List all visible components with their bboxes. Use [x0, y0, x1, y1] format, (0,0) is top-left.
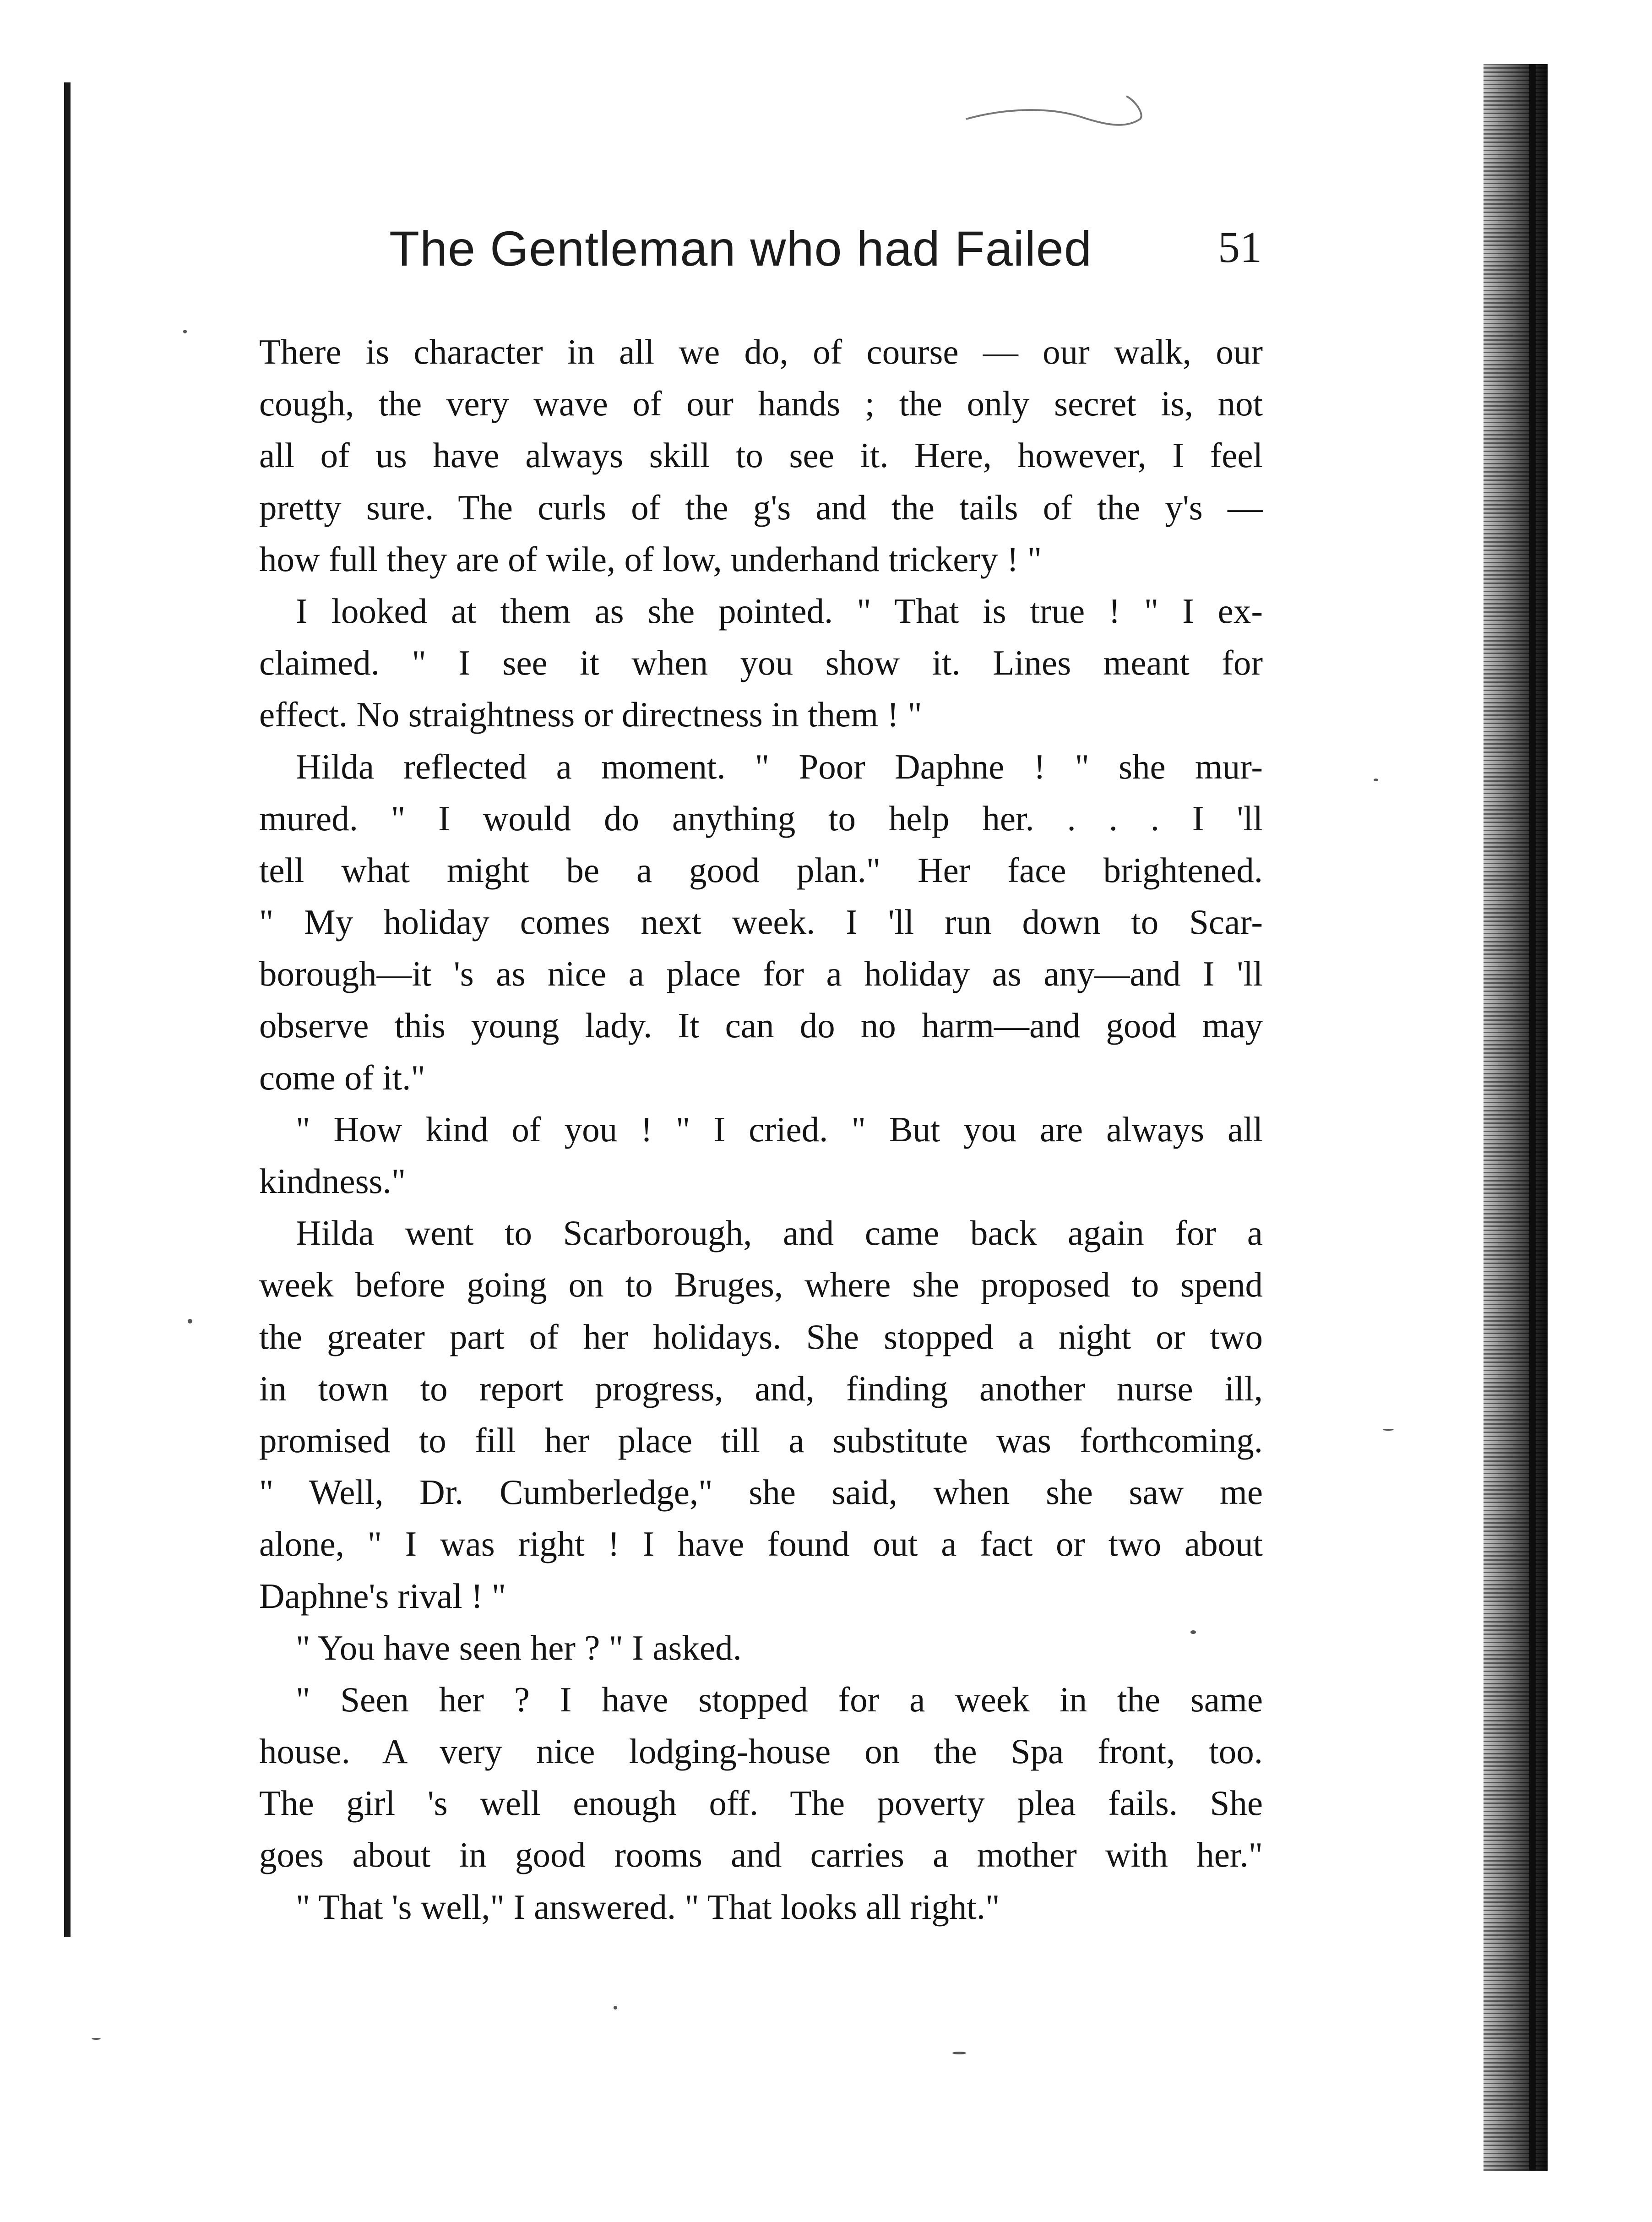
- scan-speck: [1190, 1630, 1196, 1634]
- text-line: week before going on to Bruges, where she proposed to spend: [259, 1265, 1263, 1305]
- text-line: " My holiday comes next week. I 'll run down to Scar-: [259, 902, 1263, 942]
- page-number: 51: [1218, 223, 1262, 272]
- scan-speck: [1383, 1429, 1394, 1431]
- text-line: mured. " I would do anything to help her. . . . I 'll: [259, 798, 1263, 838]
- text-line: claimed. " I see it when you show it. Lines meant for: [259, 643, 1263, 683]
- text-line: house. A very nice lodging-house on the Spa front, too.: [259, 1732, 1263, 1771]
- page-header: [256, 220, 1264, 302]
- text-line: Daphne's rival ! ": [259, 1576, 506, 1616]
- text-line: borough—it 's as nice a place for a holiday as any—and I 'll: [259, 954, 1263, 994]
- text-line: " How kind of you ! " I cried. " But you are always all: [296, 1109, 1263, 1149]
- scan-left-edge: [64, 82, 71, 1937]
- text-line: pretty sure. The curls of the g's and the tails of the y's —: [259, 487, 1263, 527]
- pencil-mark: [962, 92, 1154, 142]
- text-line: cough, the very wave of our hands ; the only secret is, not: [259, 384, 1263, 424]
- scan-binding-shadow: [1484, 64, 1548, 2171]
- scan-speck: [92, 2038, 101, 2040]
- text-line: tell what might be a good plan." Her face brightened.: [259, 850, 1263, 890]
- text-line: in town to report progress, and, finding another nurse ill,: [259, 1368, 1263, 1408]
- scan-speck: [614, 2006, 617, 2010]
- text-line: the greater part of her holidays. She stopped a night or two: [259, 1317, 1263, 1356]
- text-line: Hilda went to Scarborough, and came back again for a: [296, 1213, 1263, 1253]
- text-line: " Well, Dr. Cumberledge," she said, when she saw me: [259, 1472, 1263, 1512]
- scan-speck: [952, 2052, 966, 2054]
- text-line: alone, " I was right ! I have found out a fact or two about: [259, 1524, 1263, 1564]
- text-line: The girl 's well enough off. The poverty plea fails. She: [259, 1783, 1263, 1823]
- body-text: [259, 326, 1263, 1933]
- text-line: all of us have always skill to see it. Here, however, I feel: [259, 436, 1263, 475]
- text-line: how full they are of wile, of low, underhand trickery ! ": [259, 539, 1042, 579]
- text-line: come of it.": [259, 1057, 425, 1097]
- text-line: effect. No straightness or directness in them ! ": [259, 695, 922, 735]
- text-line: kindness.": [259, 1161, 406, 1201]
- text-line: observe this young lady. It can do no harm—and good may: [259, 1006, 1263, 1046]
- scan-speck: [183, 330, 187, 333]
- text-line: I looked at them as she pointed. " That is true ! " I ex-: [296, 591, 1263, 631]
- text-line: There is character in all we do, of course — our walk, our: [259, 332, 1263, 371]
- text-line: promised to fill her place till a substitute was forthcoming.: [259, 1420, 1263, 1460]
- scan-speck: [188, 1319, 192, 1323]
- text-line: Hilda reflected a moment. " Poor Daphne ! " she mur-: [296, 746, 1263, 786]
- scan-binding-edge: [1529, 64, 1536, 2171]
- running-title: The Gentleman who had Failed: [389, 221, 1092, 276]
- text-line: goes about in good rooms and carries a mother with her.": [259, 1835, 1263, 1875]
- text-line: " Seen her ? I have stopped for a week in the same: [296, 1679, 1263, 1719]
- scan-speck: [1374, 779, 1378, 781]
- text-line: " That 's well," I answered. " That looks all right.": [296, 1887, 1000, 1927]
- text-line: " You have seen her ? " I asked.: [296, 1628, 742, 1667]
